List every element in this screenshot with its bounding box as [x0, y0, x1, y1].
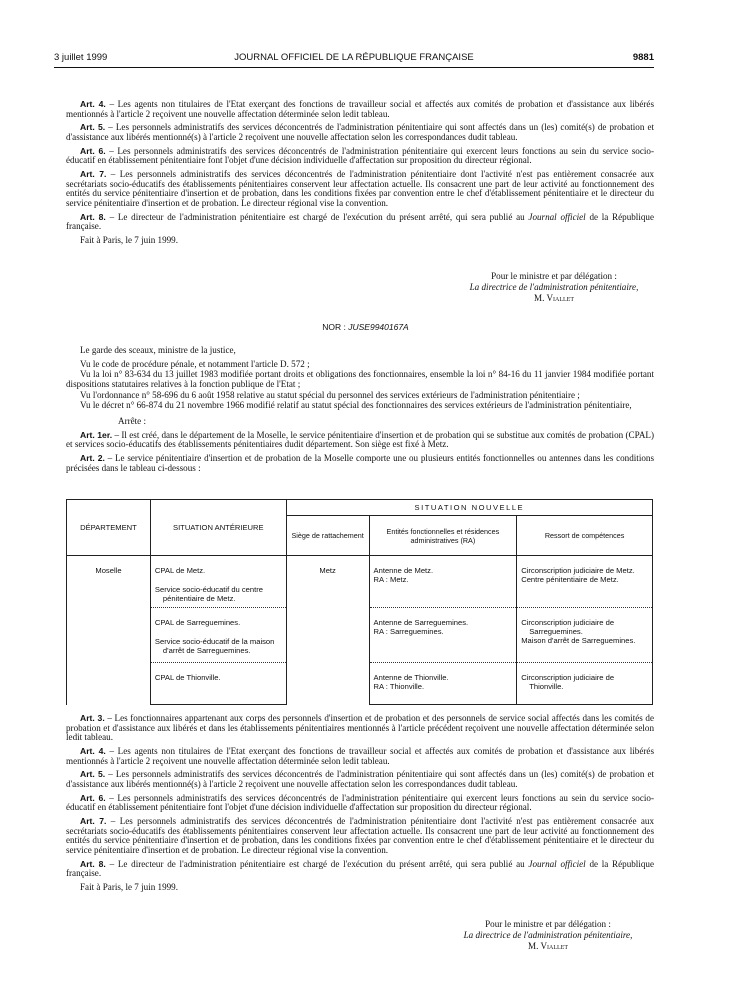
col-siege: Siège de rattachement	[286, 516, 369, 556]
col-entites: Entités fonctionnelles et résidences administratives (RA)	[369, 516, 517, 556]
cell-departement: Moselle	[67, 556, 151, 705]
bottom-art5: Art. 5. – Les personnels administratifs des services déconcentrés de l'administration pénitentiaire qui sont affectés dans un (les) comité(s) de probation et d'assistance aux libérés mentionné(s) à l'article 2 reçoivent une nouvelle affectation selon les correspondances dudit tableau.	[66, 769, 655, 789]
nor-reference: NOR : JUSE9940167A	[322, 322, 409, 332]
bottom-art7: Art. 7. – Les personnels administratifs des services déconcentrés de l'administration pénitentiaire dont l'activité n'est pas entièrement consacrée aux secrétariats socio-éducatifs des établissements pénitentiaires conservent leur affectation actuelle. Ils consacrent une part de leur activité au fonctionnement des entités du service pénitentiaire d'insertion et de probation, dans les conditions fixées par convention entre le chef d'établissement pénitentiaire et le directeur du service pénitentiaire d'insertion et de probation. Le directeur régional vise la convention.	[66, 816, 654, 855]
top-articles	[66, 100, 654, 250]
top-art7: Art. 7. – Les personnels administratifs des services déconcentrés de l'administration pénitentiaire dont l'activité n'est pas entièrement consacrée aux secrétariats socio-éducatifs des établissements pénitentiaires conservent leur affectation actuelle. Ils consacrent une part de leur activité au fonctionnement des entités du service pénitentiaire d'insertion et de probation, dans les conditions fixées par convention entre le chef d'établissement pénitentiaire et le directeur du service pénitentiaire d'insertion et de probation. Le directeur régional vise la convention.	[66, 169, 654, 208]
assignment-table	[66, 499, 653, 705]
top-art4: Art. 4. – Les agents non titulaires de l'Etat exerçant des fonctions de travailleur social et affectés aux comités de probation et d'assistance aux libérés mentionnés à l'article 2 reçoivent une nouvelle affectation déterminée selon ledit tableau.	[66, 99, 654, 119]
bottom-art6: Art. 6. – Les personnels administratifs des services déconcentrés de l'administration pénitentiaire qui exercent leurs fonctions au sein du service socio-éducatif en établissement pénitentiaire font l'objet d'une décision individuelle d'affectation sur proposition du directeur régional.	[66, 792, 654, 813]
preamble: Le garde des sceaux, ministre de la justice, Vu le code de procédure pénale, et notamment l'article D. 572 ; Vu la loi n° 83-634 du 13 juillet 1983 modifiée portant droits et obligations des fonctionnaires, ensemble la loi n° 84-16 du 11 janvier 1984 modifiée portant dispositions statutaires relatives à la fonction publique de l'Etat ; Vu l'ordonnance n° 58-696 du 6 août 1958 relative au statut spécial du personnel des services extérieurs de l'administration pénitentiaire ; Vu le décret n° 66-874 du 21 novembre 1966 modifié relatif au statut spécial des fonctionnaires des services extérieurs de l'administration pénitentiaire, Arrête : Art. 1er. – Il est créé, dans le département de la Moselle, le service pénitentiaire d'insertion et de probation qui se substitue aux comités de probation (CPAL) et services socio-éducatifs des établissements pénitentiaires dudit département. Son siège est fixé à Metz. Art. 2. – Le service pénitentiaire d'insertion et de probation de la Moselle comporte une ou plusieurs entités fonctionnelles ou antennes dans les conditions précisées dans le tableau ci-dessous :	[66, 345, 654, 473]
bottom-art8: Art. 8. – Le directeur de l'administration pénitentiaire est chargé de l'exécution du présent arrêté, qui sera publié au Journal officiel de la République française.	[66, 858, 654, 879]
bottom-signature: Pour le ministre et par délégation : La directrice de l'administration pénitentiaire, M. Viallet	[463, 919, 633, 951]
col-departement: DÉPARTEMENT	[67, 500, 151, 556]
col-situation-nouvelle: SITUATION NOUVELLE	[286, 500, 652, 516]
header-title: JOURNAL OFFICIEL DE LA RÉPUBLIQUE FRANÇAISE	[234, 52, 474, 63]
top-art5: Art. 5. – Les personnels administratifs des services déconcentrés de l'administration pénitentiaire qui sont affectés dans un (les) comité(s) de probation et d'assistance aux libérés mentionné(s) à l'article 2 reçoivent une nouvelle affectation selon les correspondances dudit tableau.	[66, 122, 655, 142]
top-fait: Fait à Paris, le 7 juin 1999.	[80, 235, 179, 246]
top-art8: Art. 8. – Le directeur de l'administration pénitentiaire est chargé de l'exécution du présent arrêté, qui sera publié au Journal officiel de la République française.	[66, 211, 654, 232]
table-row: Moselle CPAL de Metz. Service socio-éducatif du centre pénitentiaire de Metz. Metz Antenne de Metz. RA : Metz. Circonscription judiciaire de Metz. Centre pénitentiaire de Metz.	[67, 556, 653, 608]
table-header-row-1	[67, 500, 653, 516]
arrete: Arrête :	[118, 415, 147, 426]
col-ressort: Ressort de compétences	[517, 516, 653, 556]
col-situation-anterieure: SITUATION ANTÉRIEURE	[150, 500, 286, 556]
top-art6: Art. 6. – Les personnels administratifs des services déconcentrés de l'administration pénitentiaire qui exercent leurs fonctions au sein du service socio-éducatif en établissement pénitentiaire font l'objet d'une décision individuelle d'affectation sur proposition du directeur régional.	[66, 145, 654, 166]
art2: Art. 2. – Le service pénitentiaire d'insertion et de probation de la Moselle comporte une ou plusieurs entités fonctionnelles ou antennes dans les conditions précisées dans le tableau ci-dessous :	[66, 452, 654, 473]
top-signature: Pour le ministre et par délégation : La directrice de l'administration pénitentiaire, M. Viallet	[469, 271, 639, 303]
table-row: CPAL de Sarreguemines. Service socio-éducatif de la maison d'arrêt de Sarreguemines. Antenne de Sarreguemines. RA : Sarreguemines. Circonscription judiciaire de Sarreguemines. Maison d'arrêt de Sarreguemines.	[67, 608, 653, 663]
cell-siege: Metz	[286, 556, 369, 705]
art1: Art. 1er. – Il est créé, dans le département de la Moselle, le service pénitentiaire d'insertion et de probation qui se substitue aux comités de probation (CPAL) et services socio-éducatifs des établissements pénitentiaires dudit département. Son siège est fixé à Metz.	[66, 429, 654, 450]
page-header	[54, 52, 654, 66]
table-row: CPAL de Thionville. Antenne de Thionville. RA : Thionville. Circonscription judiciaire de Thionville.	[67, 663, 653, 705]
bottom-articles	[66, 714, 654, 897]
header-page-number: 9881	[632, 52, 654, 63]
header-rule	[54, 67, 654, 68]
header-date: 3 juillet 1999	[54, 52, 108, 63]
bottom-fait: Fait à Paris, le 7 juin 1999.	[80, 882, 179, 893]
bottom-art3: Art. 3. – Les fonctionnaires appartenant aux corps des personnels d'insertion et de probation et des personnels de service social affectés dans les comités de probation et d'assistance aux libérés et dans les établissements pénitentiaires mentionnés à l'article précédent reçoivent une nouvelle affectation déterminée selon ledit tableau.	[66, 713, 655, 743]
bottom-art4: Art. 4. – Les agents non titulaires de l'Etat exerçant des fonctions de travailleur social et affectés aux comités de probation et d'assistance aux libérés mentionnés à l'article 2 reçoivent une nouvelle affectation déterminée selon ledit tableau.	[66, 745, 654, 766]
